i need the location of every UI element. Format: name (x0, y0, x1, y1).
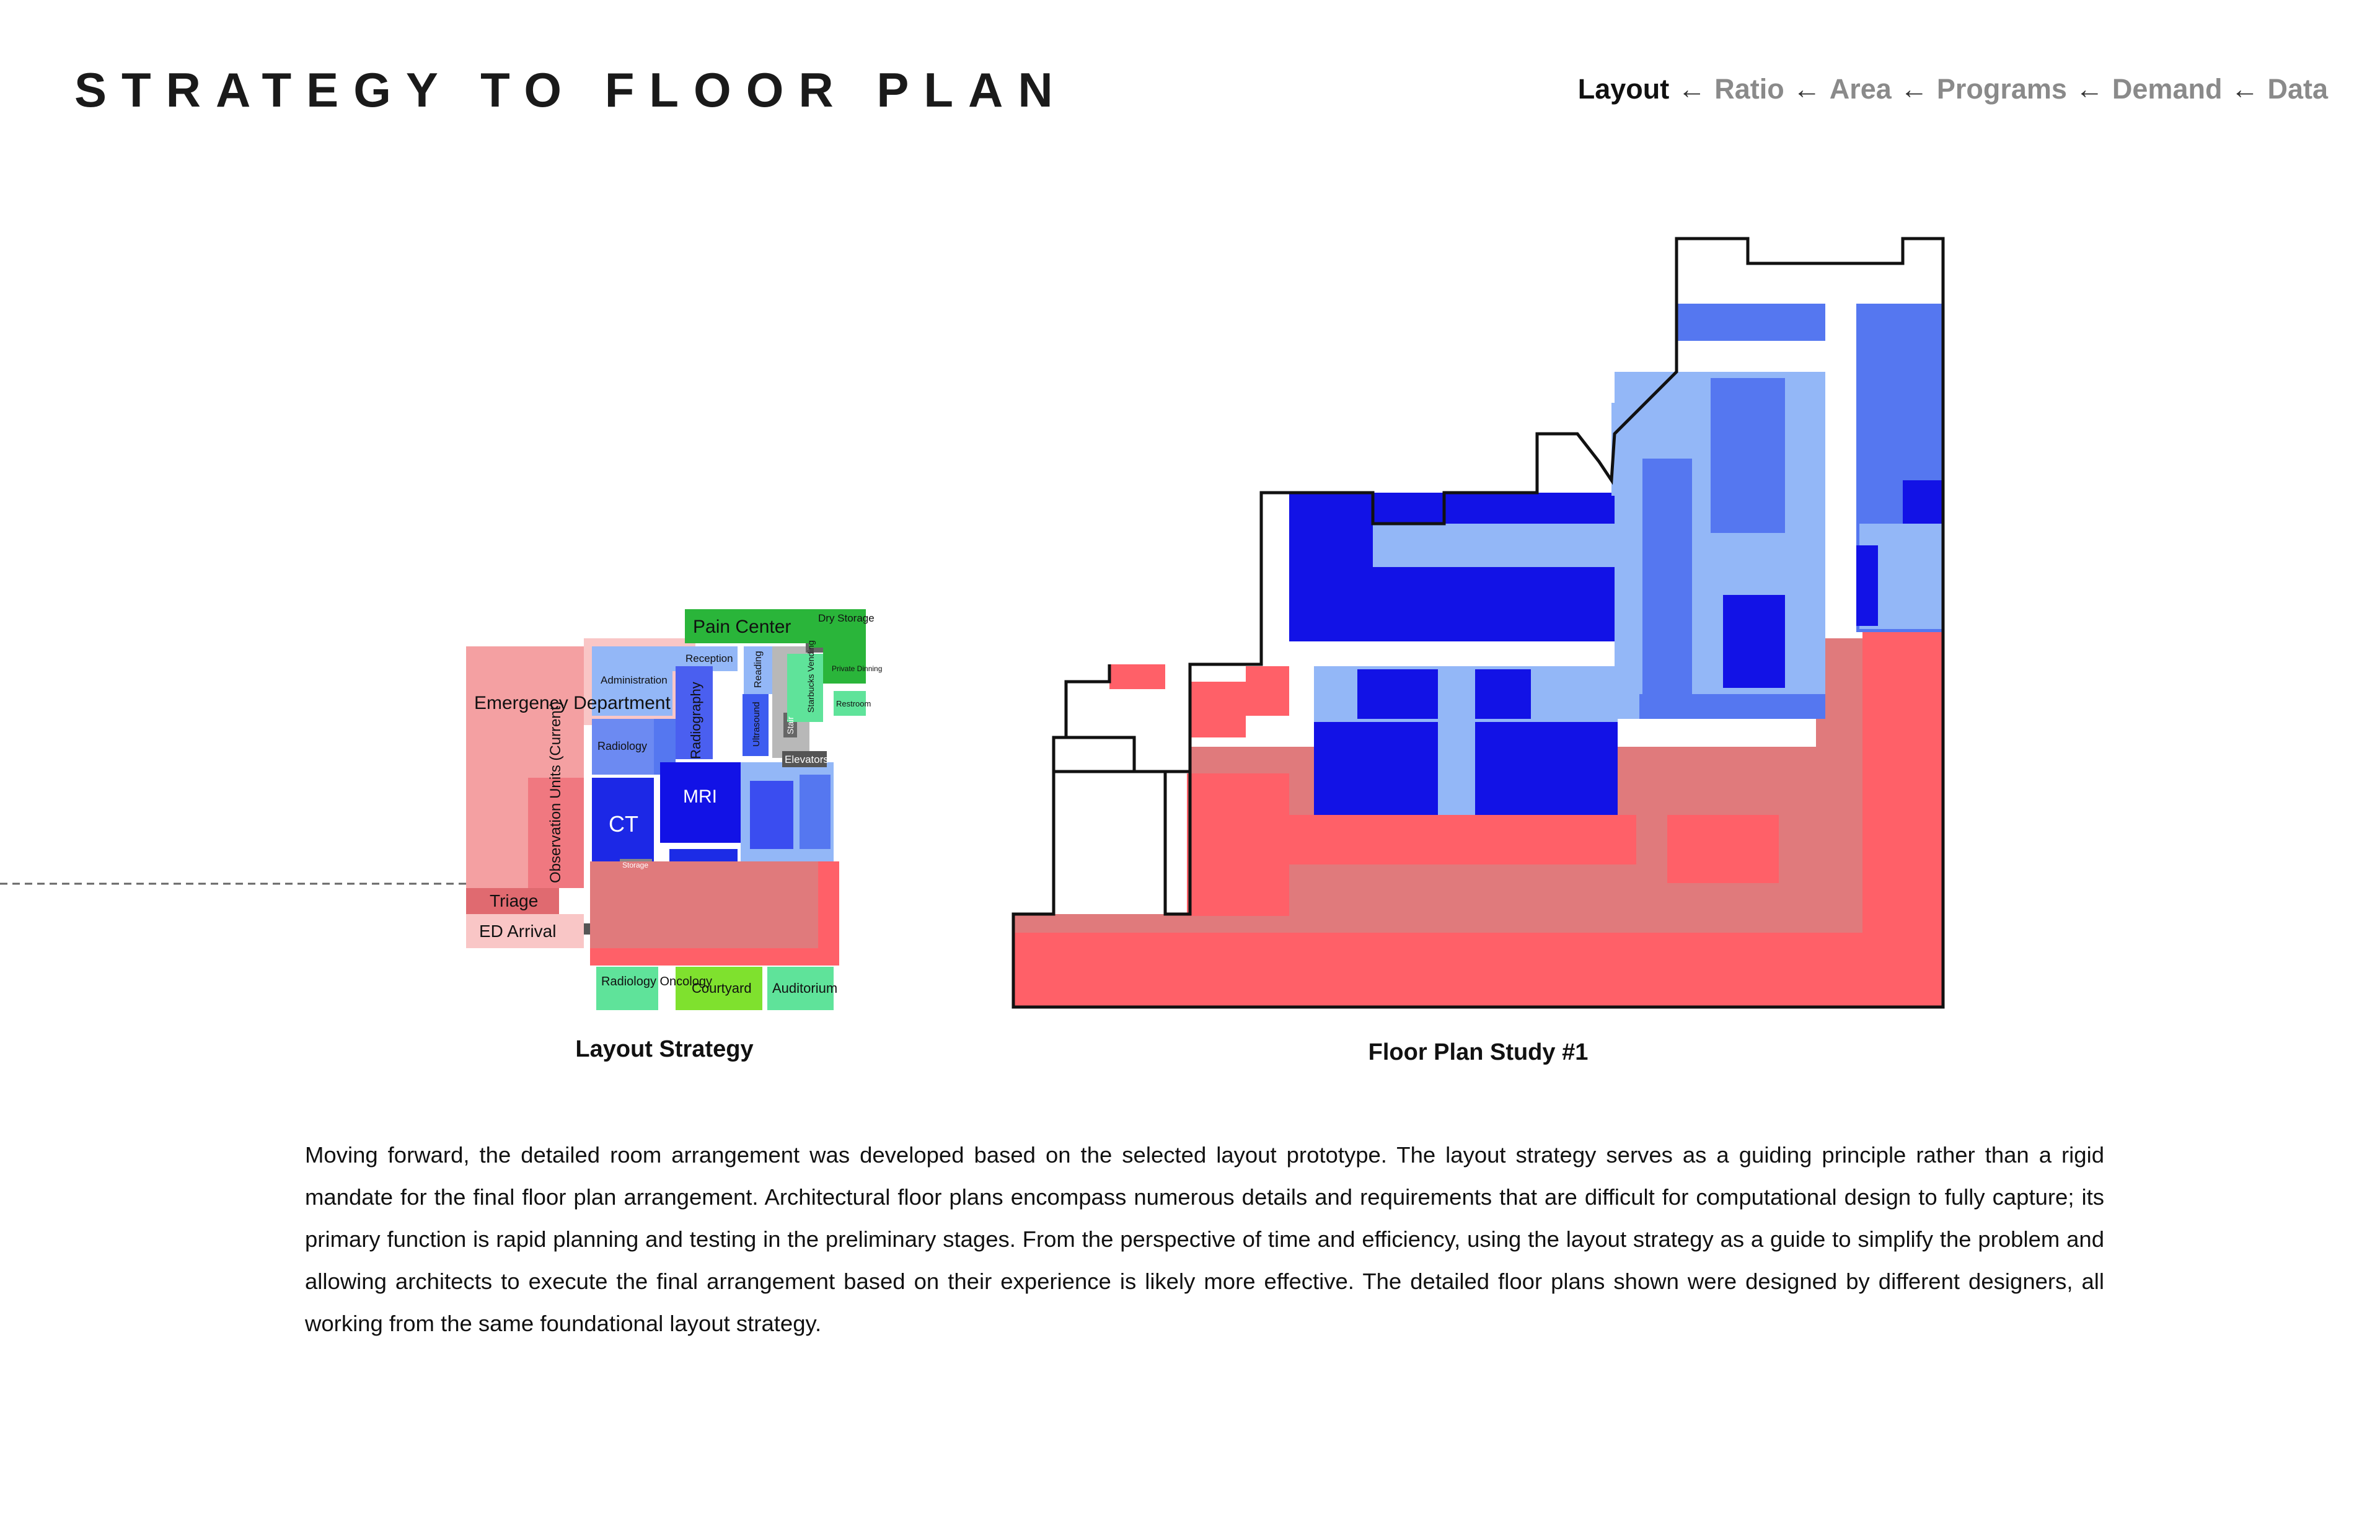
mri-label: MRI (683, 786, 717, 807)
bottom-patient-rooms (1013, 933, 1943, 1007)
left-blue-top (1441, 493, 1534, 524)
breadcrumb-ratio[interactable]: Ratio (1714, 73, 1784, 105)
left-patient-column (1187, 773, 1289, 916)
breadcrumb-arrow: ← (2231, 73, 2259, 105)
elevators-label: Elevators (785, 754, 829, 765)
upper-patient-row (1289, 815, 1636, 865)
ultrasound-label: Ultrasound (751, 702, 762, 747)
dry-storage-label: Dry Storage (818, 612, 875, 624)
far-right-blue-dark-2 (1856, 545, 1878, 626)
floor-plan-study-caption: Floor Plan Study #1 (1368, 1039, 1589, 1065)
radiology-label: Radiology (597, 740, 648, 752)
ct-label: CT (609, 811, 638, 837)
storage-label: Storage (622, 861, 649, 869)
breadcrumb-arrow: ← (2075, 73, 2104, 105)
layout-strategy-caption: Layout Strategy (575, 1036, 754, 1062)
breadcrumb-demand[interactable]: Demand (2112, 73, 2223, 105)
pain-center-label: Pain Center (693, 617, 791, 637)
imaging-cluster-b (800, 775, 831, 849)
top-left-red-rooms (1109, 664, 1165, 689)
left-outer-rooms (1013, 914, 1193, 933)
breadcrumb-data[interactable]: Data (2267, 73, 2328, 105)
center-blue-inner-2 (1475, 669, 1531, 719)
starbucks-vending-room (787, 654, 823, 722)
reception-label: Reception (685, 653, 733, 664)
starbucks-vending-label: Starbucks Vending (806, 640, 816, 713)
stair-label: Stair (785, 716, 795, 734)
mid-patient-rooms (1667, 815, 1779, 883)
upper-blue-rooms-dark (1723, 595, 1785, 688)
layout-strategy-diagram (0, 609, 882, 1010)
patient-rooms-right-column (818, 861, 839, 964)
center-blue-inner (1357, 669, 1438, 719)
radiology-oncology-label: Radiology Oncology (601, 975, 712, 988)
patient-rooms-bottom-row (590, 948, 839, 966)
emergency-department-label: Emergency Department (474, 693, 671, 713)
radiology-oncology-room (596, 967, 658, 1010)
left-blue-corridor (1373, 524, 1618, 567)
top-left-red-room-3 (1246, 666, 1289, 716)
upper-blue-rooms-mid (1711, 378, 1785, 533)
observation-units-label: Observation Units (Current) (547, 701, 564, 883)
upper-blue-left-col (1642, 459, 1692, 694)
right-patient-column (1862, 629, 1943, 1007)
imaging-cluster-a (750, 781, 793, 849)
radiography-label: Radiography (688, 682, 703, 759)
ed-arrival-label: ED Arrival (479, 922, 557, 941)
page-title: STRATEGY TO FLOOR PLAN (74, 63, 1068, 117)
administration-label: Administration (601, 674, 668, 686)
breadcrumb-arrow: ← (1678, 73, 1706, 105)
upper-blue-bottom-row (1639, 694, 1825, 719)
breadcrumb-arrow: ← (1900, 73, 1928, 105)
reading-label: Reading (753, 651, 764, 688)
breadcrumb-arrow: ← (1792, 73, 1821, 105)
top-left-red-room-2 (1190, 682, 1246, 737)
breadcrumb-layout[interactable]: Layout (1577, 73, 1670, 105)
floor-plan-study-diagram (1013, 239, 1943, 1007)
description-paragraph: Moving forward, the detailed room arrangement was developed based on the selected layout prototype. The layout strategy serves as a guiding principle rather than a rigid mandate for the final floor plan arrangement. Architectural floor plans encompass numerous details and requirements that are difficult for computational design to fully capture; its primary function is rapid planning and testing in the preliminary stages. From the perspective of time and efficiency, using the layout strategy as a guide to simplify the problem and allowing architects to execute the final arrangement based on their experience is likely more effective. The detailed floor plans shown were designed by different designers, all working from the same foundational layout strategy. (305, 1142, 2104, 1336)
triage-label: Triage (490, 891, 539, 910)
far-right-blue-dark (1903, 480, 1943, 524)
private-dinning-label: Private Dinning (832, 664, 883, 673)
center-blue-stem (1438, 719, 1475, 815)
courtyard-label: Courtyard (692, 980, 752, 996)
restroom-label: Restroom (836, 699, 871, 708)
breadcrumb-area[interactable]: Area (1829, 73, 1892, 105)
breadcrumb-programs[interactable]: Programs (1936, 73, 2067, 105)
auditorium-label: Auditorium (772, 980, 838, 996)
upper-blue-rooms-top (1677, 304, 1825, 341)
